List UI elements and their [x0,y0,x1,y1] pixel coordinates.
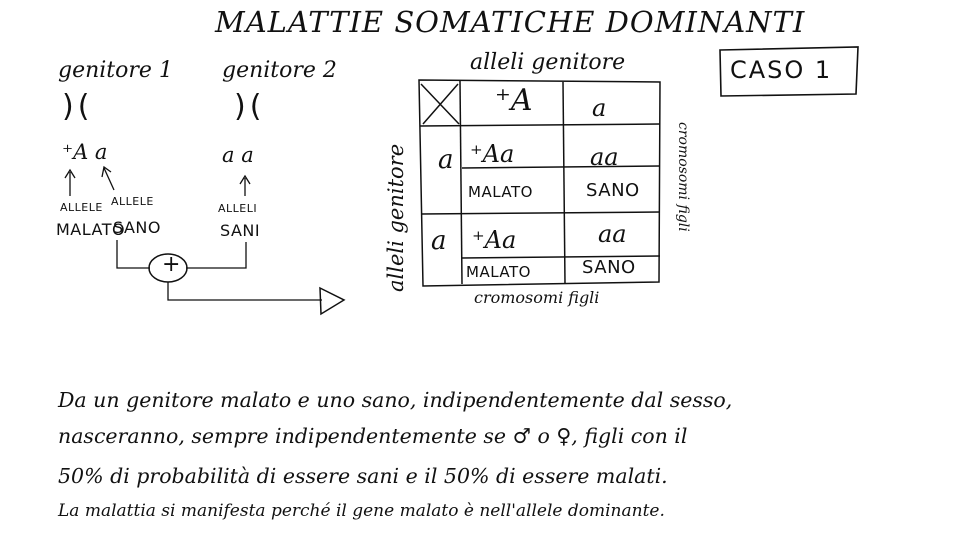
arrow-right-icon [320,288,344,314]
status-malato: MALATO [56,220,126,239]
cell-genotype: aa [590,143,619,171]
explanation-line: nasceranno, sempre indipendentemente se ♂ o ♀, figli con il [58,424,688,448]
connector-line [186,242,246,268]
parent2-label: genitore 2 [222,58,337,83]
alleli-label: ALLELI [218,202,258,215]
parent1-alleles: ⁺A a [62,140,108,164]
row-header: a [431,226,447,256]
cell-status: MALATO [466,263,531,281]
arrow-up-icon [102,167,114,190]
cell-genotype: ⁺Aa [470,140,515,168]
cell-status: SANO [586,180,640,201]
status-sano: SANO [113,218,161,237]
status-sani: SANI [220,221,261,240]
arrow-up-icon [240,176,250,196]
punnett-right-label: cromosomi figli [675,122,691,232]
parent2-alleles: a a [222,143,254,167]
explanation-line: Da un genitore malato e uno sano, indipendentemente dal sesso, [58,388,733,412]
parent1-chromosomes: )( [62,89,94,124]
column-header: ⁺A [495,83,533,118]
case-label: CASO 1 [730,56,833,84]
page-title: MALATTIE SOMATICHE DOMINANTI [215,5,806,39]
arrow-up-icon [65,170,75,196]
explanation-line: La malattia si manifesta perché il gene malato è nell'allele dominante. [58,501,665,521]
punnett-left-label: alleli genitore [384,143,408,292]
result-arrow-line [168,282,322,300]
allele-label-sano: ALLELE [111,195,154,208]
combine-symbol: + [162,252,181,277]
punnett-top-label: alleli genitore [470,50,626,75]
punnett-bottom-label: cromosomi figli [474,288,600,307]
cell-status: MALATO [468,183,533,201]
connector-line [117,240,150,268]
cell-status: SANO [582,257,636,278]
row-header: a [438,145,454,175]
cell-genotype: ⁺Aa [472,226,517,254]
parent2-chromosomes: )( [234,89,266,124]
cell-genotype: aa [598,220,627,248]
parent1-label: genitore 1 [58,58,173,83]
allele-label-malato: ALLELE [60,201,103,214]
explanation-line: 50% di probabilità di essere sani e il 50% di essere malati. [58,464,668,488]
column-header: a [592,94,607,122]
